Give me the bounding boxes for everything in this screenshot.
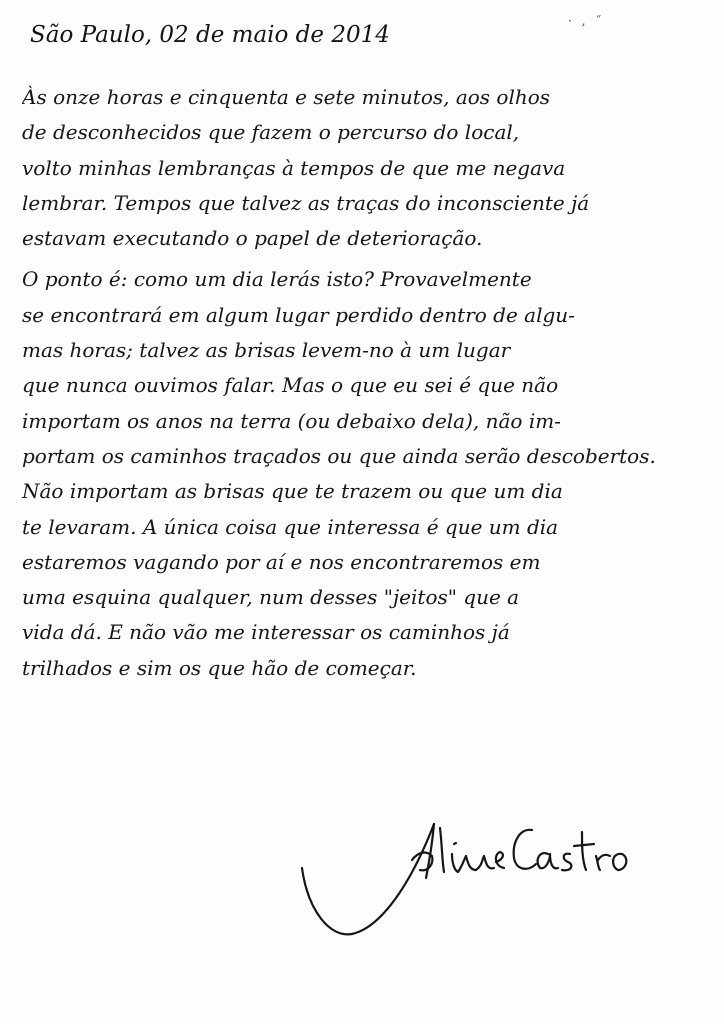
letter-line: estaremos vagando por aí e nos encontraremos em [22,549,541,574]
letter-line: importam os anos na terra (ou debaixo dela), não im- [22,408,561,433]
letter-line: Não importam as brisas que te trazem ou que um dia [22,479,563,504]
letter-line: que nunca ouvimos falar. Mas o que eu sei é que não [22,373,559,398]
paper-speck-marks: · ‚ ˝ [568,14,605,28]
letter-line: portam os caminhos traçados ou que ainda serão descobertos. [22,443,656,468]
letter-line: Às onze horas e cinquenta e sete minutos, aos olhos [22,85,551,109]
handwritten-signature [300,816,640,946]
letter-line: trilhados e sim os que hão de começar. [22,655,417,680]
letter-line: vida dá. E não vão me interessar os caminhos já [22,620,510,645]
letter-line: estavam executando o papel de deterioração. [22,226,483,251]
signature-drawing [300,816,640,946]
letter-line: se encontrará em algum lugar perdido dentro de algu- [22,302,575,327]
letter-line: de desconhecidos que fazem o percurso do local, [22,120,520,145]
letter-line: volto minhas lembranças à tempos de que me negava [22,155,566,180]
letter-line: mas horas; talvez as brisas levem-no à um lugar [22,338,511,363]
letter-line: uma esquina qualquer, num desses "jeitos" que a [22,585,520,610]
letter-line: te levaram. A única coisa que interessa é que um dia [22,514,559,539]
letter-line: O ponto é: como um dia lerás isto? Provavelmente [22,267,532,292]
letter-body [22,80,722,686]
letter-line: lembrar. Tempos que talvez as traças do inconsciente já [22,190,590,215]
letter-date: São Paulo, 02 de maio de 2014 [30,22,390,48]
